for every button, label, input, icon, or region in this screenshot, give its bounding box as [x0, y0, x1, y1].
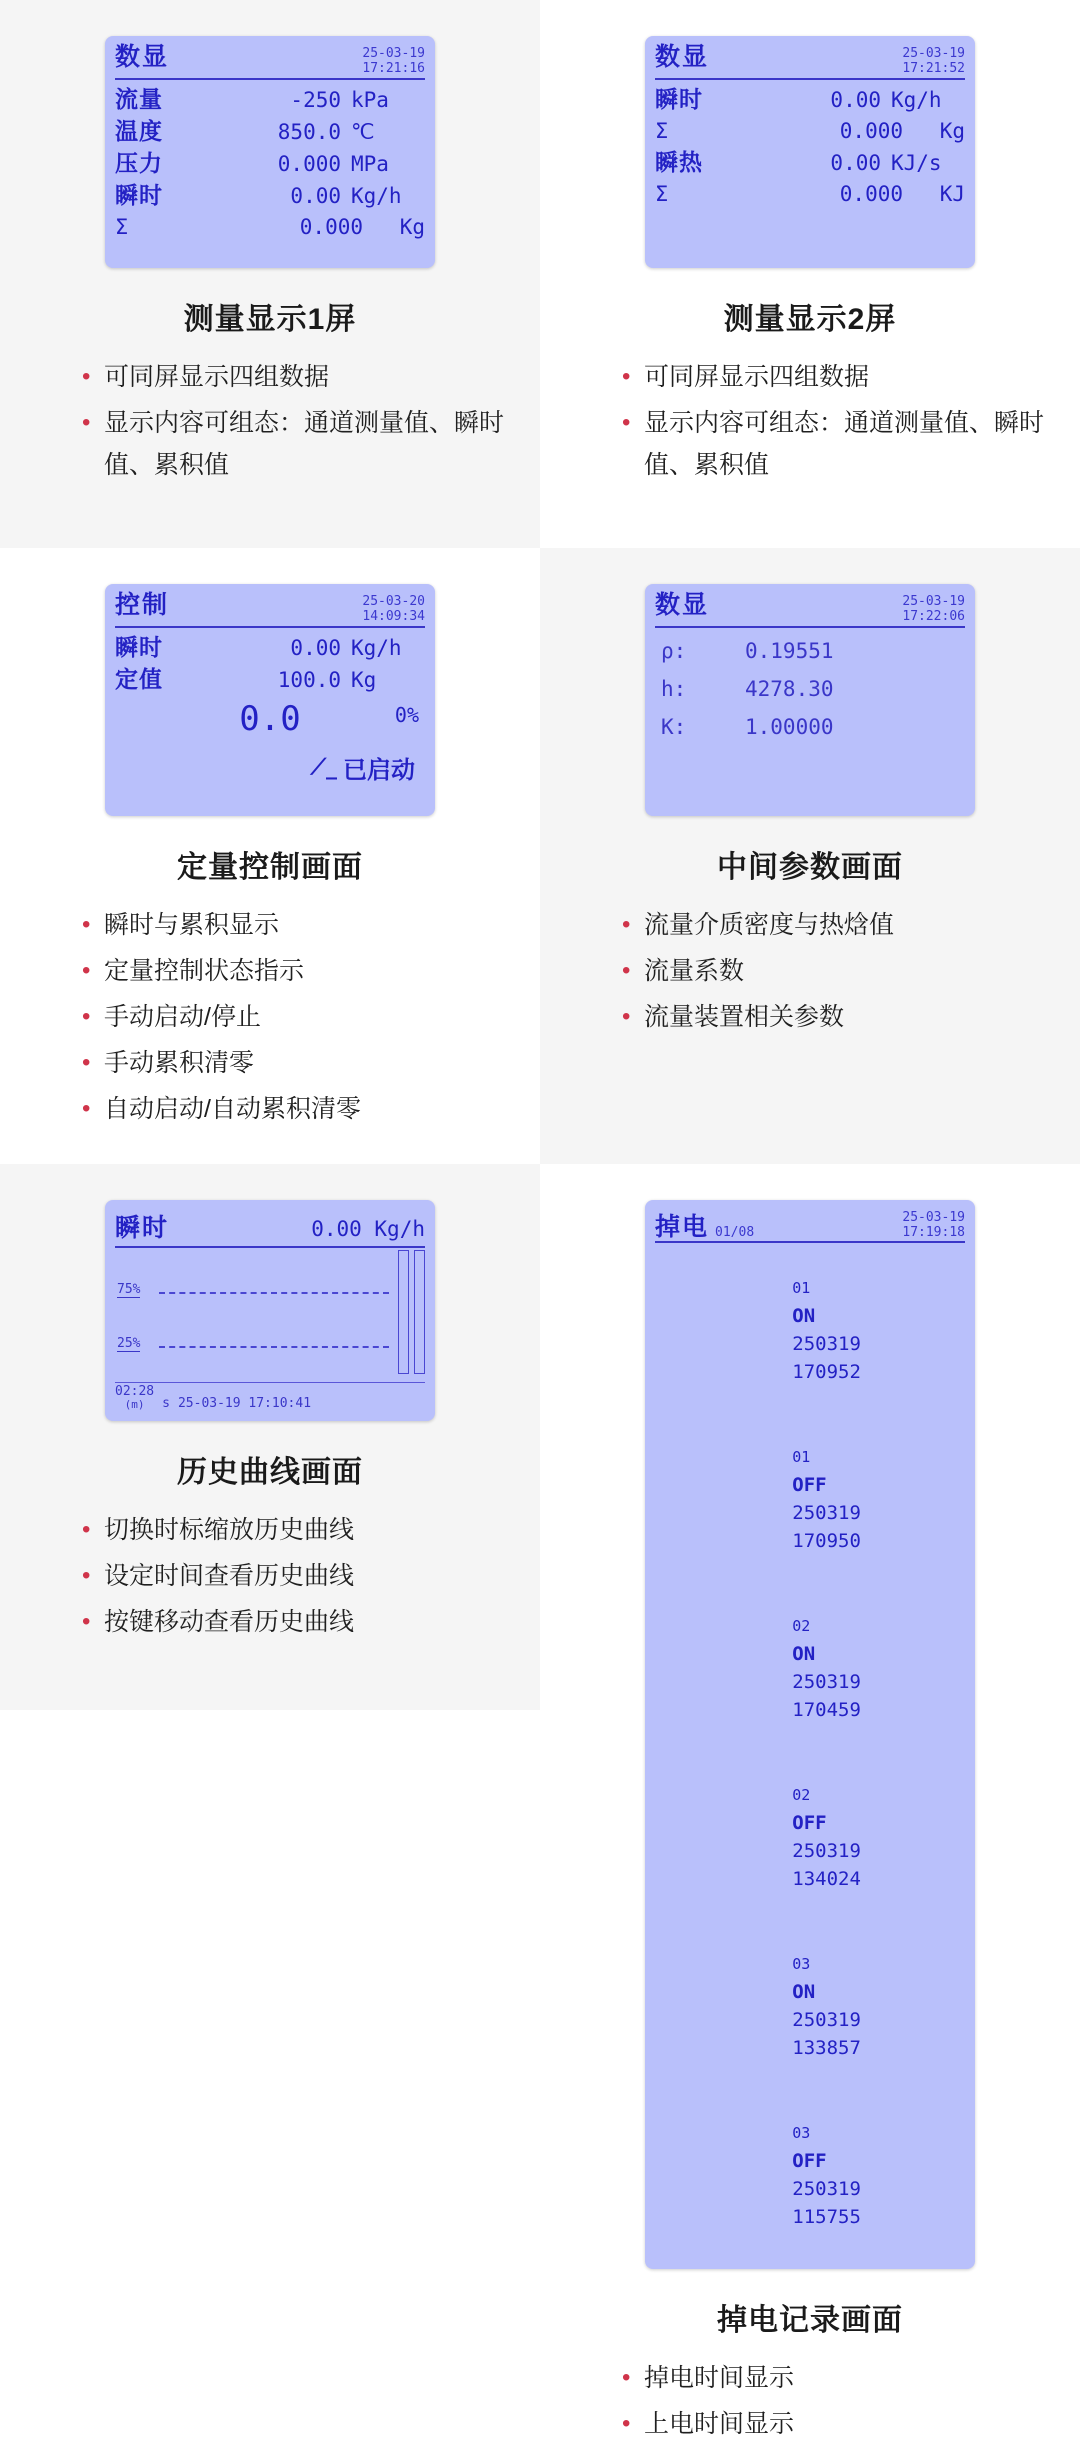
lcd-data-row	[115, 148, 425, 180]
log-row-index: 01	[792, 1279, 820, 1297]
log-row-date: 250319	[792, 2178, 873, 2200]
panel-caption: 测量显示1屏	[183, 303, 357, 336]
bullet-dot-icon: •	[622, 2410, 631, 2437]
lcd-title: 数显	[655, 43, 710, 71]
log-row	[655, 1583, 965, 1752]
bullet-text: 手动启动/停止	[104, 1003, 261, 1031]
bullet-dot-icon: •	[82, 1003, 91, 1030]
bullet-text: 按键移动查看历史曲线	[104, 1608, 355, 1636]
bullet-text: 上电时间显示	[644, 2410, 795, 2438]
bullet-dot-icon: •	[82, 363, 91, 390]
bullet-item	[82, 1555, 510, 1597]
lcd-date: 25-03-19	[362, 46, 425, 61]
panel-bullets	[570, 2357, 1050, 2449]
bullet-text: 手动累积清零	[104, 1049, 255, 1077]
lcd-row-value: 0.000	[839, 182, 903, 206]
lcd-time: 17:19:18	[902, 1225, 965, 1240]
log-row-state: ON	[792, 1981, 850, 2003]
lcd-header	[655, 44, 965, 80]
panel-caption: 掉电记录画面	[717, 2304, 903, 2337]
curve-timebase	[115, 1385, 154, 1411]
bullet-text: 设定时间查看历史曲线	[104, 1562, 355, 1590]
bullet-text: 显示内容可组态：通道测量值、瞬时值、累积值	[644, 409, 1045, 479]
bullet-dot-icon: •	[82, 1049, 91, 1076]
lcd-clock	[902, 1208, 965, 1240]
lcd-row-label: 流量	[115, 86, 163, 112]
panel-bullets	[570, 904, 1050, 1042]
lcd-clock	[902, 592, 965, 624]
lcd-row-label: 瞬时	[655, 86, 703, 112]
lcd-row-value: 0.00	[290, 636, 341, 660]
lcd-row-unit: KJ/s	[891, 151, 942, 175]
lcd-row-value: -250	[290, 88, 341, 112]
log-row-state: OFF	[792, 2150, 850, 2172]
lcd-data-row-empty	[655, 210, 965, 241]
lcd-screen-curve	[105, 1200, 435, 1421]
log-row-index: 01	[792, 1448, 820, 1466]
panel-history-curve	[0, 1164, 540, 1710]
log-row-date: 250319	[792, 1671, 873, 1693]
lcd-row-label: 瞬时	[115, 182, 163, 208]
log-row	[655, 1245, 965, 1414]
lcd-row-value: 0.000	[839, 119, 903, 143]
curve-timebase-unit: (m)	[124, 1398, 145, 1411]
lcd-row-unit: Kg/h	[351, 184, 402, 208]
lcd-param-value: 1.00000	[745, 715, 834, 739]
lcd-screen-power-log	[645, 1200, 975, 2269]
log-row-index: 03	[792, 2124, 820, 2142]
log-row-time: 170952	[792, 1361, 861, 1383]
lcd-time: 17:21:16	[362, 61, 425, 76]
bullet-item	[82, 1601, 510, 1643]
lcd-header	[115, 44, 425, 80]
lcd-time: 14:09:34	[362, 609, 425, 624]
lcd-date: 25-03-20	[362, 594, 425, 609]
lcd-param-value: 4278.30	[745, 677, 834, 701]
log-row	[655, 1921, 965, 2090]
lcd-data-row	[655, 84, 965, 116]
bullet-text: 切换时标缩放历史曲线	[104, 1516, 355, 1544]
panel-bullets	[570, 356, 1050, 490]
bullet-item	[82, 904, 510, 946]
bullet-dot-icon: •	[622, 1003, 631, 1030]
lcd-batch-percent: 0%	[394, 703, 419, 727]
bullet-dot-icon: •	[82, 1095, 91, 1122]
lcd-param-row	[655, 708, 965, 746]
log-row-list	[655, 1245, 965, 2259]
bullet-item	[82, 1509, 510, 1551]
lcd-row-value: 0.000	[299, 215, 363, 239]
log-row	[655, 2090, 965, 2259]
bullet-dot-icon: •	[82, 911, 91, 938]
lcd-title: 数显	[115, 43, 170, 71]
lcd-date: 25-03-19	[902, 46, 965, 61]
lcd-curve-header	[115, 1208, 425, 1248]
log-row-time: 115755	[792, 2206, 861, 2228]
bullet-item	[82, 402, 510, 486]
log-row-time: 134024	[792, 1868, 861, 1890]
log-row-state: OFF	[792, 1474, 850, 1496]
lcd-time: 17:21:52	[902, 61, 965, 76]
log-row-time: 133857	[792, 2037, 861, 2059]
bullet-dot-icon: •	[82, 957, 91, 984]
bullet-item	[622, 356, 1050, 398]
lcd-row-value: 0.000	[277, 152, 341, 176]
lcd-data-row	[115, 212, 425, 243]
bullet-dot-icon: •	[622, 911, 631, 938]
lcd-date: 25-03-19	[902, 1210, 965, 1225]
lcd-title: 数显	[655, 591, 710, 619]
panel-bullets	[30, 904, 510, 1134]
log-page-index: 01/08	[715, 1225, 755, 1240]
lcd-row-label: 压力	[115, 150, 163, 176]
lcd-date: 25-03-19	[902, 594, 965, 609]
lcd-param-key: h:	[661, 677, 687, 701]
lcd-param-row-empty	[655, 746, 965, 784]
log-row-state: OFF	[792, 1812, 850, 1834]
y-axis-label-25: 25%	[117, 1336, 141, 1351]
bullet-dot-icon: •	[622, 409, 631, 436]
log-row	[655, 1414, 965, 1583]
lcd-row-value: 0.00	[290, 184, 341, 208]
lcd-screen-control	[105, 584, 435, 816]
lcd-status-text: 已启动	[343, 757, 415, 784]
lcd-row-label: 温度	[115, 118, 163, 144]
lcd-row-unit: ℃	[351, 120, 375, 144]
log-row-date: 250319	[792, 2009, 873, 2031]
curve-timebase-value: 02:28	[115, 1384, 155, 1399]
bullet-dot-icon: •	[82, 1608, 91, 1635]
lcd-status-line	[115, 750, 425, 785]
lcd-screen-params	[645, 584, 975, 816]
lcd-header	[655, 592, 965, 628]
bullet-text: 瞬时与累积显示	[104, 911, 280, 939]
lcd-param-key: K:	[661, 715, 687, 739]
bullet-item	[622, 996, 1050, 1038]
lcd-curve-value: 0.00 Kg/h	[311, 1217, 425, 1241]
lcd-param-row	[655, 632, 965, 670]
log-row-index: 02	[792, 1786, 820, 1804]
lcd-clock	[362, 592, 425, 624]
bullet-text: 掉电时间显示	[644, 2364, 795, 2392]
bullet-item	[622, 402, 1050, 486]
lcd-param-row	[655, 670, 965, 708]
lcd-data-row	[655, 147, 965, 179]
bullet-item	[82, 1088, 510, 1130]
lcd-row-label: 瞬热	[655, 149, 703, 175]
log-row-date: 250319	[792, 1502, 873, 1524]
bullet-dot-icon: •	[622, 957, 631, 984]
panel-batch-control	[0, 548, 540, 1164]
lcd-row-value: 100.0	[277, 668, 341, 692]
panel-caption: 中间参数画面	[717, 851, 903, 884]
curve-axis-unit: s	[162, 1396, 170, 1411]
log-row-time: 170950	[792, 1530, 861, 1552]
log-row	[655, 1752, 965, 1921]
lcd-row-unit: Kg	[939, 119, 965, 143]
bullet-text: 定量控制状态指示	[104, 957, 305, 985]
bullet-dot-icon: •	[82, 1516, 91, 1543]
log-row-index: 03	[792, 1955, 820, 1973]
lcd-title: 控制	[115, 591, 170, 619]
lcd-data-row	[115, 632, 425, 664]
bullet-text: 流量系数	[644, 957, 745, 985]
bullet-text: 显示内容可组态：通道测量值、瞬时值、累积值	[104, 409, 505, 479]
lcd-time: 17:22:06	[902, 609, 965, 624]
y-axis-label-75: 75%	[117, 1282, 141, 1297]
log-row-state: ON	[792, 1643, 850, 1665]
lcd-clock	[362, 44, 425, 76]
lcd-row-value: 0.00	[830, 88, 881, 112]
curve-timestamp: 25-03-19 17:10:41	[177, 1396, 312, 1411]
lcd-curve-footer	[115, 1382, 425, 1411]
panel-caption: 定量控制画面	[177, 851, 363, 884]
bullet-item	[622, 904, 1050, 946]
curve-scroll-bar[interactable]	[414, 1250, 425, 1374]
start-mark-icon: ⟋_	[310, 755, 337, 780]
bullet-text: 流量介质密度与热焓值	[644, 911, 895, 939]
panel-bullets	[30, 1509, 510, 1647]
log-row-index: 02	[792, 1617, 820, 1635]
lcd-header	[115, 592, 425, 628]
bullet-text: 自动启动/自动累积清零	[104, 1095, 361, 1123]
panel-measure-1	[0, 0, 540, 548]
lcd-row-unit: Kg/h	[891, 88, 942, 112]
lcd-row-value: 850.0	[277, 120, 341, 144]
lcd-row-unit: kPa	[351, 88, 389, 112]
bullet-item	[82, 1042, 510, 1084]
log-row-date: 250319	[792, 1333, 873, 1355]
bullet-text: 流量装置相关参数	[644, 1003, 845, 1031]
bullet-item	[622, 2403, 1050, 2445]
lcd-row-label: Σ	[115, 215, 130, 239]
gridline-25	[159, 1346, 389, 1348]
bullet-dot-icon: •	[622, 2364, 631, 2391]
lcd-row-label: 定值	[115, 666, 163, 692]
lcd-data-row	[115, 116, 425, 148]
lcd-batch-total-value: 0.0	[239, 699, 301, 739]
gridline-75	[159, 1292, 389, 1294]
lcd-row-value: 0.00	[830, 151, 881, 175]
lcd-param-value: 0.19551	[745, 639, 834, 663]
bullet-item	[82, 950, 510, 992]
lcd-row-unit: MPa	[351, 152, 389, 176]
lcd-data-row	[655, 179, 965, 210]
panel-row-2	[0, 548, 1080, 1164]
log-row-state: ON	[792, 1305, 850, 1327]
lcd-row-unit: Kg/h	[351, 636, 402, 660]
lcd-row-unit: Kg	[351, 668, 377, 692]
log-row-date: 250319	[792, 1840, 873, 1862]
lcd-row-label: Σ	[655, 119, 670, 143]
lcd-data-row	[115, 84, 425, 116]
lcd-data-row	[115, 180, 425, 212]
lcd-data-row	[655, 116, 965, 147]
curve-cursor-bar	[398, 1250, 409, 1374]
lcd-row-unit: Kg	[399, 215, 425, 239]
panel-row-1	[0, 0, 1080, 548]
bullet-item	[82, 356, 510, 398]
bullet-dot-icon: •	[82, 1562, 91, 1589]
lcd-row-label: 瞬时	[115, 634, 163, 660]
panel-caption: 测量显示2屏	[723, 303, 897, 336]
lcd-data-row	[115, 664, 425, 696]
panel-bullets	[30, 356, 510, 490]
bullet-dot-icon: •	[622, 363, 631, 390]
lcd-curve-plot	[115, 1250, 425, 1382]
bullet-item	[622, 950, 1050, 992]
lcd-clock	[902, 44, 965, 76]
bullet-text: 可同屏显示四组数据	[104, 363, 330, 391]
panel-power-down-log	[540, 1164, 1080, 2438]
panel-intermediate-params	[540, 548, 1080, 1164]
lcd-batch-total	[115, 696, 425, 742]
panel-row-3	[0, 1164, 1080, 2438]
lcd-header	[655, 1208, 965, 1243]
lcd-param-key: ρ:	[661, 639, 687, 663]
panel-caption: 历史曲线画面	[177, 1456, 363, 1489]
panel-measure-2	[540, 0, 1080, 548]
lcd-title: 掉电	[655, 1213, 710, 1241]
bullet-dot-icon: •	[82, 409, 91, 436]
lcd-row-unit: KJ	[939, 182, 965, 206]
bullet-item	[622, 2357, 1050, 2399]
log-row-time: 170459	[792, 1699, 861, 1721]
lcd-title: 瞬时	[115, 1214, 170, 1242]
bullet-text: 可同屏显示四组数据	[644, 363, 870, 391]
lcd-row-label: Σ	[655, 182, 670, 206]
lcd-screen-measure-2	[645, 36, 975, 268]
lcd-screen-measure-1	[105, 36, 435, 268]
bullet-item	[82, 996, 510, 1038]
